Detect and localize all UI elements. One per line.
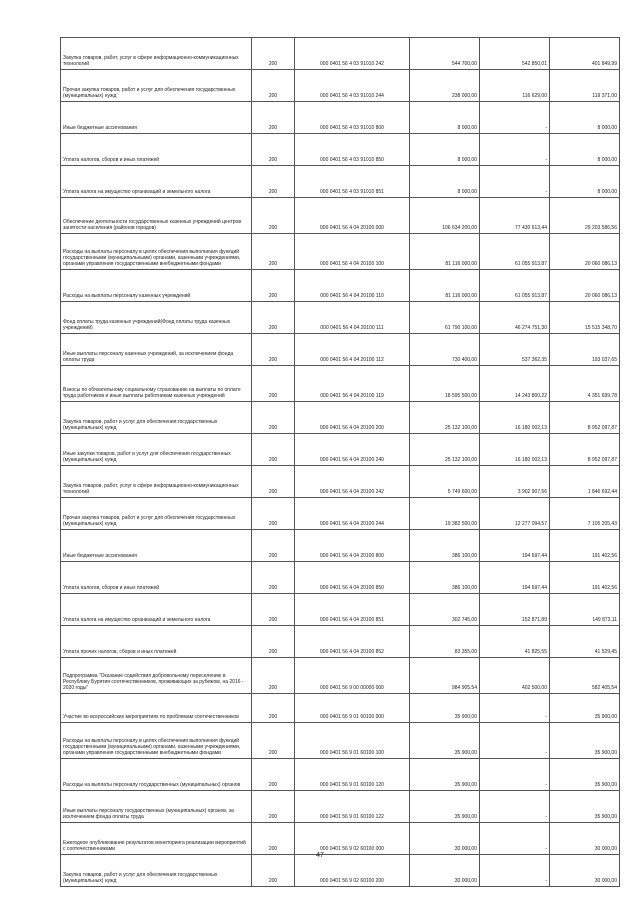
table-row bbox=[61, 694, 620, 723]
row-rest-cell: 8 952 097,87 bbox=[550, 434, 620, 466]
row-rest-cell: 20 060 086,13 bbox=[550, 234, 620, 270]
row-rest-cell: 41 529,45 bbox=[550, 626, 620, 658]
row-kbk-cell: 000 0401 56 9 01 60100 122 bbox=[295, 791, 410, 823]
row-name-cell: Иные закупки товаров, работ и услуг для обеспечения государственных (муниципальных) нужд bbox=[61, 434, 252, 466]
row-rest-cell: 30 000,00 bbox=[550, 855, 620, 887]
row-name-cell: Иные выплаты персоналу казенных учреждений, за исключением фонда оплаты труда bbox=[61, 334, 252, 366]
row-rest-cell: 35 900,00 bbox=[550, 791, 620, 823]
row-kbk-cell: 000 0401 56 4 04 20100 851 bbox=[295, 594, 410, 626]
page-number: 47 bbox=[316, 852, 324, 859]
row-kbk-cell: 000 0401 56 4 03 91010 850 bbox=[295, 134, 410, 166]
row-plan-cell: 106 634 200,00 bbox=[410, 198, 480, 234]
table-row bbox=[61, 658, 620, 694]
row-kbk-cell: 000 0401 56 4 04 20100 852 bbox=[295, 626, 410, 658]
table-row bbox=[61, 530, 620, 562]
table-row bbox=[61, 402, 620, 434]
row-plan-cell: 35 900,00 bbox=[410, 759, 480, 791]
table-body bbox=[61, 38, 620, 887]
row-rest-cell: 1 846 692,44 bbox=[550, 466, 620, 498]
row-name-cell: Уплата налога на имущество организаций и земельного налога bbox=[61, 166, 252, 198]
row-plan-cell: 35 900,00 bbox=[410, 791, 480, 823]
row-name-cell: Уплата прочих налогов, сборов и иных платежей bbox=[61, 626, 252, 658]
row-plan-cell: 18 595 500,00 bbox=[410, 366, 480, 402]
row-name-cell: Уплата налогов, сборов и иных платежей bbox=[61, 562, 252, 594]
row-code-cell: 200 bbox=[252, 530, 295, 562]
row-kbk-cell: 000 0401 56 4 04 20100 000 bbox=[295, 198, 410, 234]
row-plan-cell: 83 355,00 bbox=[410, 626, 480, 658]
row-kbk-cell: 000 0401 56 9 02 60100 000 bbox=[295, 823, 410, 855]
row-plan-cell: 8 000,00 bbox=[410, 134, 480, 166]
row-rest-cell: 35 900,00 bbox=[550, 723, 620, 759]
row-name-cell: Прочая закупка товаров, работ и услуг для обеспечения государственных (муниципальных) нужд bbox=[61, 498, 252, 530]
row-name-cell: Взносы по обязательному социальному страхованию на выплаты по оплате труда работников и иные выплаты работникам казенных учреждений bbox=[61, 366, 252, 402]
row-name-cell: Участие во всероссийских мероприятиях по проблемам соотечественников bbox=[61, 694, 252, 723]
row-plan-cell: 30 000,00 bbox=[410, 855, 480, 887]
row-name-cell: Расходы на выплаты персоналу казенных учреждений bbox=[61, 270, 252, 302]
table-row bbox=[61, 198, 620, 234]
row-rest-cell: 20 060 086,13 bbox=[550, 270, 620, 302]
row-kbk-cell: 000 0401 56 4 04 20100 800 bbox=[295, 530, 410, 562]
row-code-cell: 200 bbox=[252, 791, 295, 823]
row-exec-cell: - bbox=[480, 759, 550, 791]
budget-table-sheet bbox=[60, 37, 617, 887]
row-code-cell: 200 bbox=[252, 270, 295, 302]
table-row bbox=[61, 626, 620, 658]
row-kbk-cell: 000 0401 56 9 01 60100 000 bbox=[295, 694, 410, 723]
row-name-cell: Расходы на выплаты персоналу в целях обеспечения выполнения функций государственными (муниципальными) органами, казенными учреждениями, органами управления государственными внебюджетными фондами bbox=[61, 234, 252, 270]
row-plan-cell: 5 749 600,00 bbox=[410, 466, 480, 498]
row-code-cell: 200 bbox=[252, 334, 295, 366]
row-kbk-cell: 000 0401 56 4 04 20100 200 bbox=[295, 402, 410, 434]
row-exec-cell: 77 430 613,44 bbox=[480, 198, 550, 234]
row-rest-cell: 8 000,00 bbox=[550, 102, 620, 134]
row-kbk-cell: 000 0401 56 4 04 20100 110 bbox=[295, 270, 410, 302]
row-plan-cell: 238 000,00 bbox=[410, 70, 480, 102]
row-plan-cell: 81 116 000,00 bbox=[410, 270, 480, 302]
row-exec-cell: 152 871,89 bbox=[480, 594, 550, 626]
row-rest-cell: 8 000,00 bbox=[550, 166, 620, 198]
row-code-cell: 200 bbox=[252, 434, 295, 466]
row-name-cell: Расходы на выплаты персоналу государственных (муниципальных) органов bbox=[61, 759, 252, 791]
row-code-cell: 200 bbox=[252, 759, 295, 791]
row-plan-cell: 61 790 100,00 bbox=[410, 302, 480, 334]
row-code-cell: 200 bbox=[252, 134, 295, 166]
row-code-cell: 200 bbox=[252, 723, 295, 759]
row-exec-cell: 402 500,00 bbox=[480, 658, 550, 694]
row-rest-cell: 191 402,56 bbox=[550, 530, 620, 562]
row-code-cell: 200 bbox=[252, 694, 295, 723]
row-code-cell: 200 bbox=[252, 166, 295, 198]
row-name-cell: Уплата налогов, сборов и иных платежей bbox=[61, 134, 252, 166]
row-code-cell: 200 bbox=[252, 70, 295, 102]
table-row bbox=[61, 562, 620, 594]
row-code-cell: 200 bbox=[252, 38, 295, 70]
row-code-cell: 200 bbox=[252, 658, 295, 694]
row-exec-cell: - bbox=[480, 791, 550, 823]
row-code-cell: 200 bbox=[252, 562, 295, 594]
row-name-cell: Иные бюджетные ассигнования bbox=[61, 102, 252, 134]
row-rest-cell: 4 351 699,78 bbox=[550, 366, 620, 402]
row-exec-cell: 116 629,00 bbox=[480, 70, 550, 102]
row-exec-cell: 61 055 913,87 bbox=[480, 234, 550, 270]
table-row bbox=[61, 366, 620, 402]
row-plan-cell: 302 745,00 bbox=[410, 594, 480, 626]
row-exec-cell: - bbox=[480, 102, 550, 134]
row-exec-cell: - bbox=[480, 723, 550, 759]
table-row bbox=[61, 855, 620, 887]
row-kbk-cell: 000 0401 56 4 04 20100 850 bbox=[295, 562, 410, 594]
row-rest-cell: 15 515 348,70 bbox=[550, 302, 620, 334]
row-kbk-cell: 000 0401 56 4 04 20100 244 bbox=[295, 498, 410, 530]
row-code-cell: 200 bbox=[252, 594, 295, 626]
row-kbk-cell: 000 0401 56 4 03 91010 800 bbox=[295, 102, 410, 134]
row-kbk-cell: 000 0401 56 4 04 20100 240 bbox=[295, 434, 410, 466]
table-row bbox=[61, 234, 620, 270]
row-exec-cell: 41 825,55 bbox=[480, 626, 550, 658]
row-name-cell: Подпрограмма "Оказание содействия добровольному переселению в Республику Бурятия соотечественников, проживающих за рубежом, на 2016 - 2020 годы" bbox=[61, 658, 252, 694]
row-code-cell: 200 bbox=[252, 234, 295, 270]
row-code-cell: 200 bbox=[252, 302, 295, 334]
table-row bbox=[61, 498, 620, 530]
row-exec-cell: 46 274 751,30 bbox=[480, 302, 550, 334]
row-kbk-cell: 000 0401 56 9 02 60100 200 bbox=[295, 855, 410, 887]
row-kbk-cell: 000 0401 56 4 04 20100 100 bbox=[295, 234, 410, 270]
row-name-cell: Закупка товаров, работ и услуг для обеспечения государственных (муниципальных) нужд bbox=[61, 855, 252, 887]
row-name-cell: Иные бюджетные ассигнования bbox=[61, 530, 252, 562]
row-name-cell: Закупка товаров, работ, услуг в сфере информационно-коммуникационных технологий bbox=[61, 38, 252, 70]
table-row bbox=[61, 38, 620, 70]
row-code-cell: 200 bbox=[252, 823, 295, 855]
table-row bbox=[61, 70, 620, 102]
row-code-cell: 200 bbox=[252, 855, 295, 887]
row-plan-cell: 25 132 100,00 bbox=[410, 402, 480, 434]
row-exec-cell: 194 697,44 bbox=[480, 530, 550, 562]
row-plan-cell: 8 000,00 bbox=[410, 102, 480, 134]
row-plan-cell: 30 000,00 bbox=[410, 823, 480, 855]
table-row bbox=[61, 134, 620, 166]
row-kbk-cell: 000 0401 56 9 01 60100 100 bbox=[295, 723, 410, 759]
row-kbk-cell: 000 0401 56 9 00 00000 000 bbox=[295, 658, 410, 694]
row-name-cell: Иные выплаты персоналу государственных (муниципальных) органов, за исключением фонда оплаты труда bbox=[61, 791, 252, 823]
row-exec-cell: 14 243 800,22 bbox=[480, 366, 550, 402]
table-row bbox=[61, 823, 620, 855]
row-code-cell: 200 bbox=[252, 102, 295, 134]
row-rest-cell: 35 900,00 bbox=[550, 694, 620, 723]
table-row bbox=[61, 434, 620, 466]
row-rest-cell: 582 405,54 bbox=[550, 658, 620, 694]
row-rest-cell: 8 000,00 bbox=[550, 134, 620, 166]
table-row bbox=[61, 166, 620, 198]
row-rest-cell: 401 849,99 bbox=[550, 38, 620, 70]
row-kbk-cell: 000 0401 56 4 04 20100 111 bbox=[295, 302, 410, 334]
row-plan-cell: 19 382 500,00 bbox=[410, 498, 480, 530]
row-name-cell: Прочая закупка товаров, работ и услуг для обеспечения государственных (муниципальных) нужд bbox=[61, 70, 252, 102]
row-plan-cell: 730 400,00 bbox=[410, 334, 480, 366]
row-name-cell: Закупка товаров, работ, услуг в сфере информационно-коммуникационных технологий bbox=[61, 466, 252, 498]
row-name-cell: Ежегодное опубликование результатов мониторинга реализации мероприятий с соотечественниками bbox=[61, 823, 252, 855]
row-kbk-cell: 000 0401 56 4 03 91010 244 bbox=[295, 70, 410, 102]
row-rest-cell: 149 873,11 bbox=[550, 594, 620, 626]
row-code-cell: 200 bbox=[252, 626, 295, 658]
row-name-cell: Обеспечение деятельности государственных казенных учреждений центров занятости населения (районов городов) bbox=[61, 198, 252, 234]
row-exec-cell: 537 362,35 bbox=[480, 334, 550, 366]
row-plan-cell: 25 132 100,00 bbox=[410, 434, 480, 466]
table-row bbox=[61, 270, 620, 302]
table-row bbox=[61, 791, 620, 823]
row-rest-cell: 191 402,56 bbox=[550, 562, 620, 594]
row-name-cell: Расходы на выплаты персоналу в целях обеспечения выполнения функций государственными (муниципальными) органами, казенными учреждениями, органами управления государственными внебюджетными фондами bbox=[61, 723, 252, 759]
row-rest-cell: 29 203 586,56 bbox=[550, 198, 620, 234]
row-code-cell: 200 bbox=[252, 198, 295, 234]
table-row bbox=[61, 723, 620, 759]
table-row bbox=[61, 466, 620, 498]
row-exec-cell: 16 180 002,13 bbox=[480, 434, 550, 466]
budget-execution-table bbox=[60, 37, 620, 887]
row-exec-cell: 3 902 907,56 bbox=[480, 466, 550, 498]
table-row bbox=[61, 759, 620, 791]
row-kbk-cell: 000 0401 56 4 03 91010 851 bbox=[295, 166, 410, 198]
row-code-cell: 200 bbox=[252, 402, 295, 434]
row-exec-cell: 16 180 002,13 bbox=[480, 402, 550, 434]
table-row bbox=[61, 102, 620, 134]
row-exec-cell: - bbox=[480, 694, 550, 723]
row-plan-cell: 544 700,00 bbox=[410, 38, 480, 70]
row-code-cell: 200 bbox=[252, 366, 295, 402]
row-exec-cell: 194 697,44 bbox=[480, 562, 550, 594]
row-plan-cell: 984 905,54 bbox=[410, 658, 480, 694]
row-rest-cell: 8 952 097,87 bbox=[550, 402, 620, 434]
row-exec-cell: - bbox=[480, 134, 550, 166]
row-kbk-cell: 000 0401 56 4 04 20100 119 bbox=[295, 366, 410, 402]
row-code-cell: 200 bbox=[252, 466, 295, 498]
row-plan-cell: 35 900,00 bbox=[410, 723, 480, 759]
row-plan-cell: 386 100,00 bbox=[410, 530, 480, 562]
row-exec-cell: - bbox=[480, 855, 550, 887]
row-rest-cell: 35 900,00 bbox=[550, 759, 620, 791]
table-row bbox=[61, 334, 620, 366]
row-plan-cell: 8 000,00 bbox=[410, 166, 480, 198]
row-exec-cell: 542 850,01 bbox=[480, 38, 550, 70]
row-rest-cell: 30 000,00 bbox=[550, 823, 620, 855]
row-kbk-cell: 000 0401 56 4 04 20100 112 bbox=[295, 334, 410, 366]
row-code-cell: 200 bbox=[252, 498, 295, 530]
row-rest-cell: 7 105 205,43 bbox=[550, 498, 620, 530]
row-exec-cell: 61 055 913,87 bbox=[480, 270, 550, 302]
row-name-cell: Закупка товаров, работ и услуг для обеспечения государственных (муниципальных) нужд bbox=[61, 402, 252, 434]
row-plan-cell: 386 100,00 bbox=[410, 562, 480, 594]
row-name-cell: Фонд оплаты труда казенных учреждений(Фонд оплаты труда казенных учреждений) bbox=[61, 302, 252, 334]
row-exec-cell: 12 277 094,57 bbox=[480, 498, 550, 530]
table-row bbox=[61, 302, 620, 334]
row-kbk-cell: 000 0401 56 4 03 91010 242 bbox=[295, 38, 410, 70]
row-exec-cell: - bbox=[480, 166, 550, 198]
row-rest-cell: 193 037,65 bbox=[550, 334, 620, 366]
row-plan-cell: 35 900,00 bbox=[410, 694, 480, 723]
row-name-cell: Уплата налога на имущество организаций и земельного налога bbox=[61, 594, 252, 626]
row-kbk-cell: 000 0401 56 9 01 60100 120 bbox=[295, 759, 410, 791]
row-plan-cell: 81 116 000,00 bbox=[410, 234, 480, 270]
row-exec-cell: - bbox=[480, 823, 550, 855]
table-row bbox=[61, 594, 620, 626]
row-kbk-cell: 000 0401 56 4 04 20100 242 bbox=[295, 466, 410, 498]
row-rest-cell: 119 371,00 bbox=[550, 70, 620, 102]
